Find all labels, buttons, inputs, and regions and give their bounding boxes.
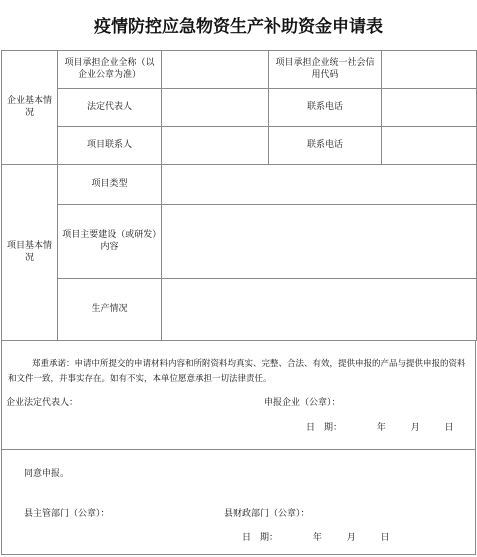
commitment-text: 郑重承诺：申请中所提交的申请材料内容和所附资料均真实、完整、合法、有效，提供申报的产品与提供申报的资料和文件一致，并事实存在。如有不实，本单位愿意承担一切法律责任。: [8, 359, 466, 384]
month-label: 月: [346, 533, 356, 543]
day-label: 日: [380, 533, 390, 543]
day-label: 日: [444, 423, 454, 433]
credit-code-label: 项目承担企业统一社会信用代码: [269, 51, 382, 89]
project-content-field[interactable]: [162, 205, 477, 279]
project-type-field[interactable]: [162, 165, 477, 205]
contact-phone-label-1: 联系电话: [269, 89, 382, 127]
applicant-seal-label: 申报企业（公章）：: [264, 398, 341, 408]
project-section-label: 项目基本情况: [2, 165, 58, 341]
enterprise-section-label: 企业基本情况: [2, 51, 58, 165]
approval-section: [1, 450, 476, 555]
commitment-date: [306, 420, 454, 433]
date-label: 日 期：: [242, 533, 279, 543]
project-content-label: 项目主要建设（或研发）内容: [58, 205, 162, 279]
info-table: [1, 50, 477, 341]
commitment-section: [1, 340, 476, 450]
approval-date: [242, 530, 390, 543]
legal-rep-field[interactable]: [162, 89, 269, 127]
year-label: 年: [376, 423, 386, 433]
credit-code-field[interactable]: [382, 51, 477, 89]
enterprise-name-label: 项目承担企业全称（以企业公章为准）: [58, 51, 162, 89]
table-row: [2, 89, 477, 127]
contact-person-label: 项目联系人: [58, 127, 162, 165]
production-field[interactable]: [162, 279, 477, 341]
month-label: 月: [410, 423, 420, 433]
contact-phone-label-2: 联系电话: [269, 127, 382, 165]
table-row: [2, 165, 477, 205]
date-label: 日 期：: [306, 423, 343, 433]
project-type-label: 项目类型: [58, 165, 162, 205]
legal-rep-signature-label: 企业法定代表人：: [6, 398, 79, 408]
table-row: [2, 205, 477, 279]
contact-phone-field-2[interactable]: [382, 127, 477, 165]
table-row: [2, 279, 477, 341]
agree-text: 同意申报。: [24, 469, 70, 479]
contact-phone-field-1[interactable]: [382, 89, 477, 127]
county-finance-seal-label: 县财政部门（公章）：: [224, 509, 310, 519]
county-dept-seal-label: 县主管部门（公章）：: [24, 509, 110, 519]
year-label: 年: [312, 533, 322, 543]
contact-person-field[interactable]: [162, 127, 269, 165]
legal-rep-label: 法定代表人: [58, 89, 162, 127]
production-label: 生产情况: [58, 279, 162, 341]
table-row: [2, 127, 477, 165]
enterprise-name-field[interactable]: [162, 51, 269, 89]
table-row: [2, 51, 477, 89]
form-title: 疫情防控应急物资生产补助资金申请表: [94, 17, 383, 37]
